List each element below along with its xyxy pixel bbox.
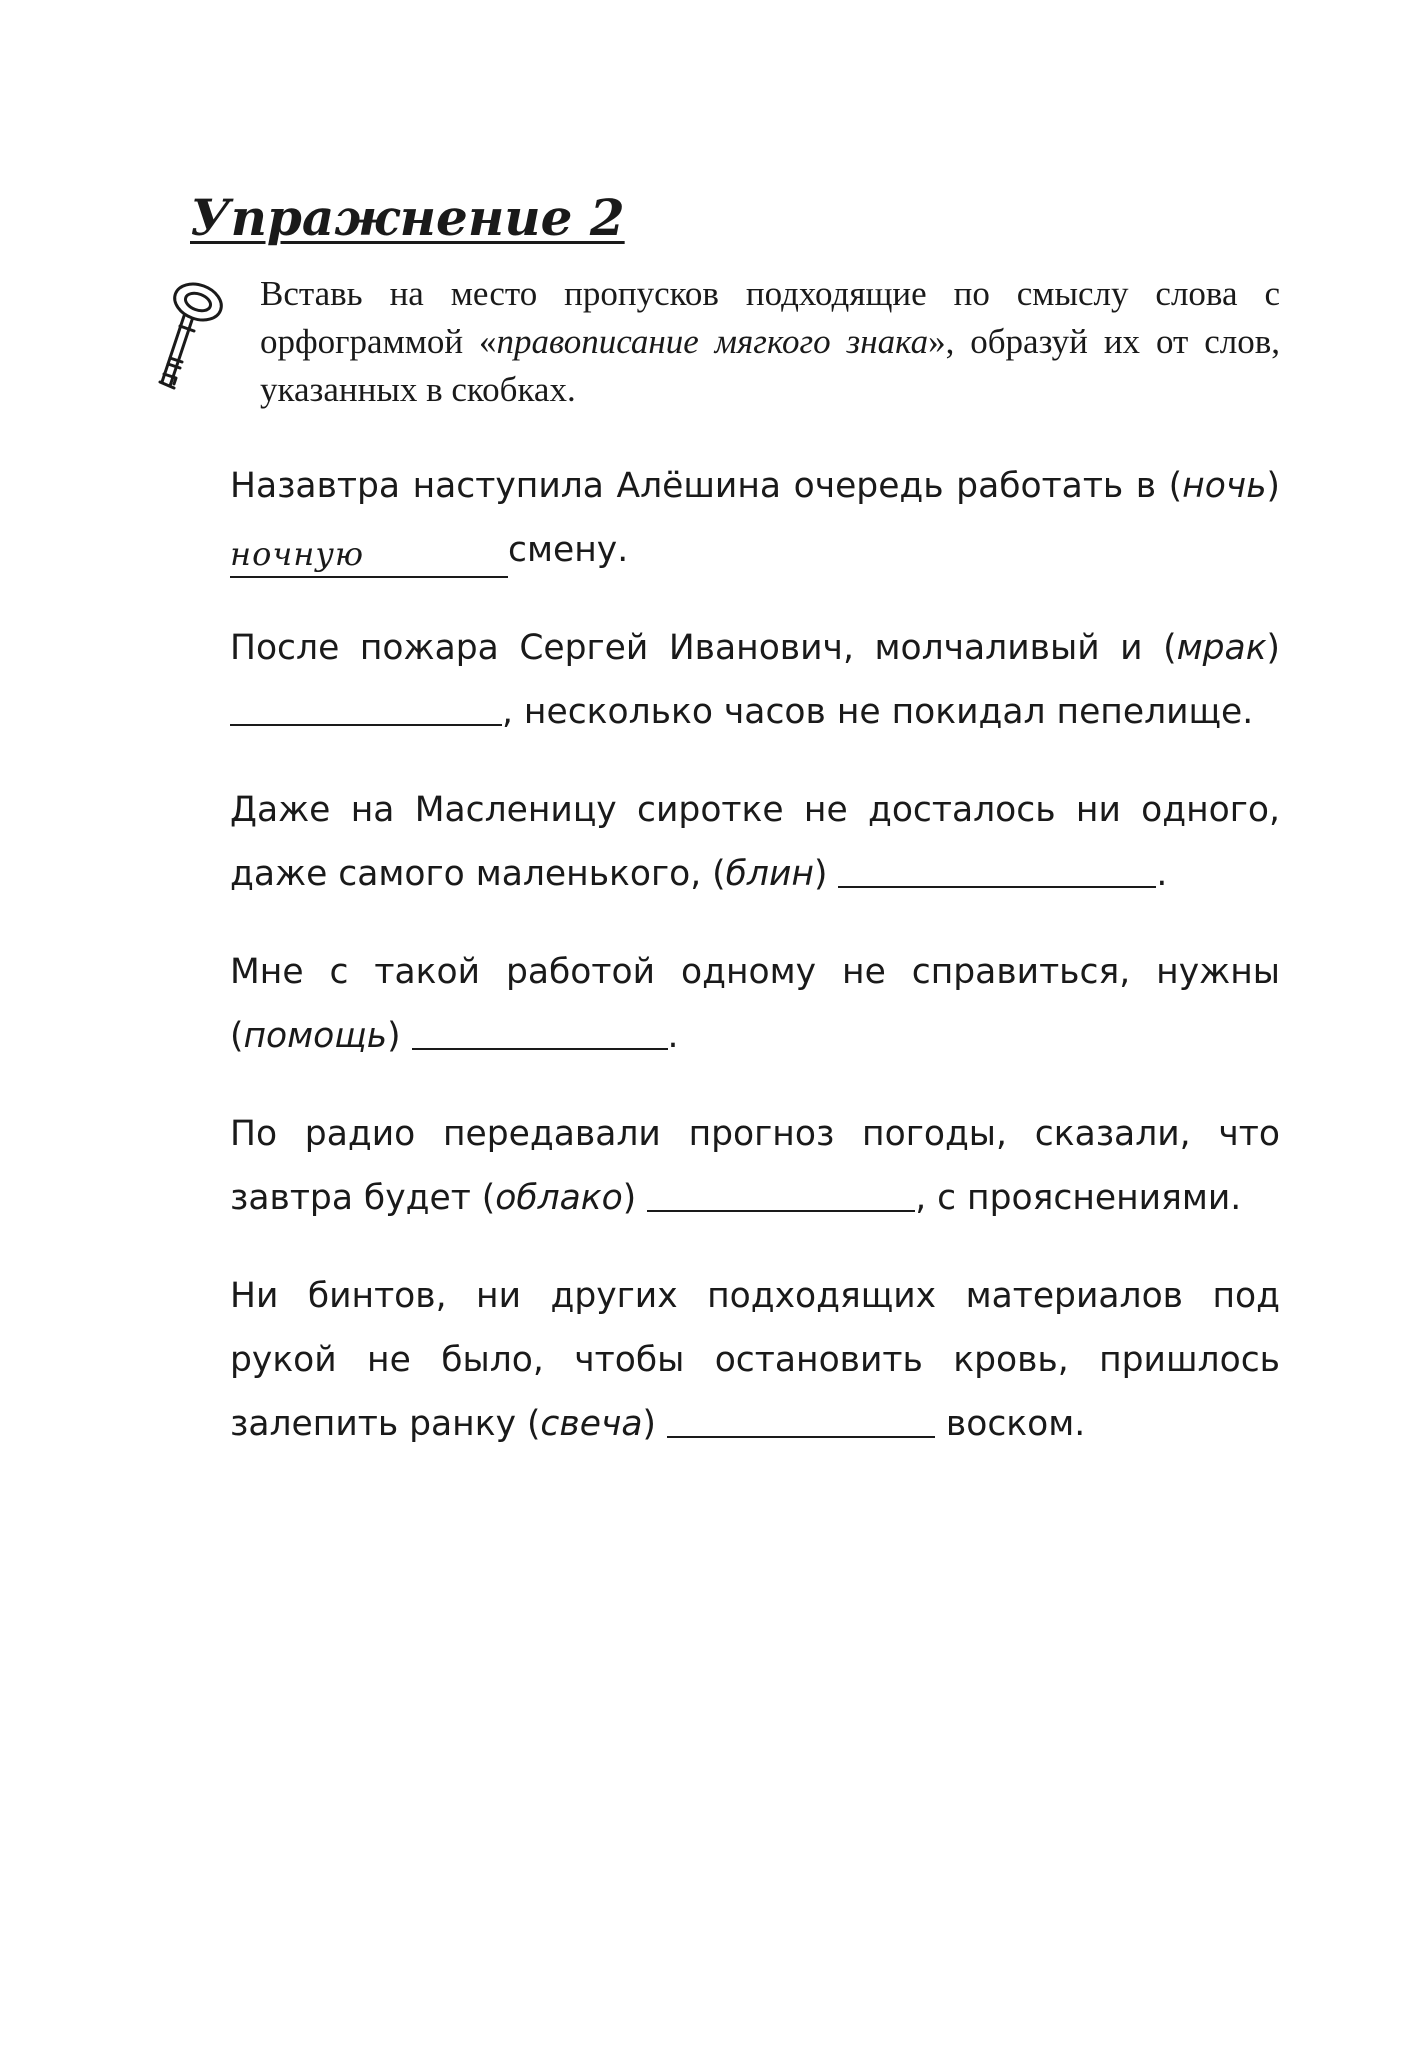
item-hint: помощь: [243, 1016, 388, 1056]
exercise-item-4: [230, 940, 1280, 1068]
item-hint-close: ): [622, 1178, 648, 1218]
item-text: По радио передавали прогноз погоды, сказали, что завтра будет (: [230, 1114, 1280, 1218]
exercise-item-5: [230, 1102, 1280, 1230]
instruction-part-2: », образуй их от слов, указанных в скобках.: [260, 322, 1280, 409]
key-icon: [140, 278, 232, 400]
item-text: Даже на Масленицу сиротке не досталось ни одного, даже самого маленького, (: [230, 790, 1280, 894]
answer-blank-2[interactable]: [230, 688, 502, 726]
answer-blank-4[interactable]: [412, 1012, 668, 1050]
item-text-after: .: [1156, 854, 1168, 894]
item-hint: блин: [725, 854, 814, 894]
item-text-after: , несколько часов не покидал пепелище.: [502, 692, 1254, 732]
exercise-list: [230, 454, 1280, 1490]
answer-blank-3[interactable]: [838, 850, 1156, 888]
item-hint: свеча: [540, 1404, 643, 1444]
instruction-part-1: Вставь на место пропусков подходящие по смыслу слова с орфограммой «: [260, 274, 1280, 361]
item-hint: облако: [495, 1178, 623, 1218]
item-text-after: , с прояснениями.: [915, 1178, 1242, 1218]
item-text: Ни бинтов, ни других подходящих материалов под рукой не было, чтобы остановить кровь, пришлось залепить ранку (: [230, 1276, 1280, 1444]
instruction-orthogram: правописание мягкого знака: [496, 322, 929, 361]
exercise-item-2: [230, 616, 1280, 744]
item-hint-close: ): [1266, 466, 1280, 506]
item-text-after: воском.: [934, 1404, 1086, 1444]
item-hint-close: ): [1266, 628, 1280, 668]
exercise-title: Упражнение 2: [190, 188, 625, 247]
exercise-item-1: [230, 454, 1280, 582]
item-hint-close: ): [642, 1404, 667, 1444]
answer-blank-1[interactable]: ночную: [230, 536, 508, 578]
answer-blank-5[interactable]: [647, 1174, 915, 1212]
item-text: После пожара Сергей Иванович, молчаливый и (: [230, 628, 1177, 668]
item-hint: ночь: [1182, 466, 1267, 506]
item-hint-close: ): [387, 1016, 412, 1056]
item-hint-close: ): [813, 854, 839, 894]
exercise-item-3: [230, 778, 1280, 906]
item-text-after: смену.: [508, 530, 629, 570]
exercise-item-6: [230, 1264, 1280, 1456]
item-text: Мне с такой работой одному не справиться, нужны (: [230, 952, 1280, 1056]
answer-blank-6[interactable]: [667, 1400, 935, 1438]
item-hint: мрак: [1176, 628, 1267, 668]
item-text-after: .: [667, 1016, 679, 1056]
instruction-text: [260, 270, 1280, 414]
item-text: Назавтра наступила Алёшина очередь работать в (: [230, 466, 1183, 506]
